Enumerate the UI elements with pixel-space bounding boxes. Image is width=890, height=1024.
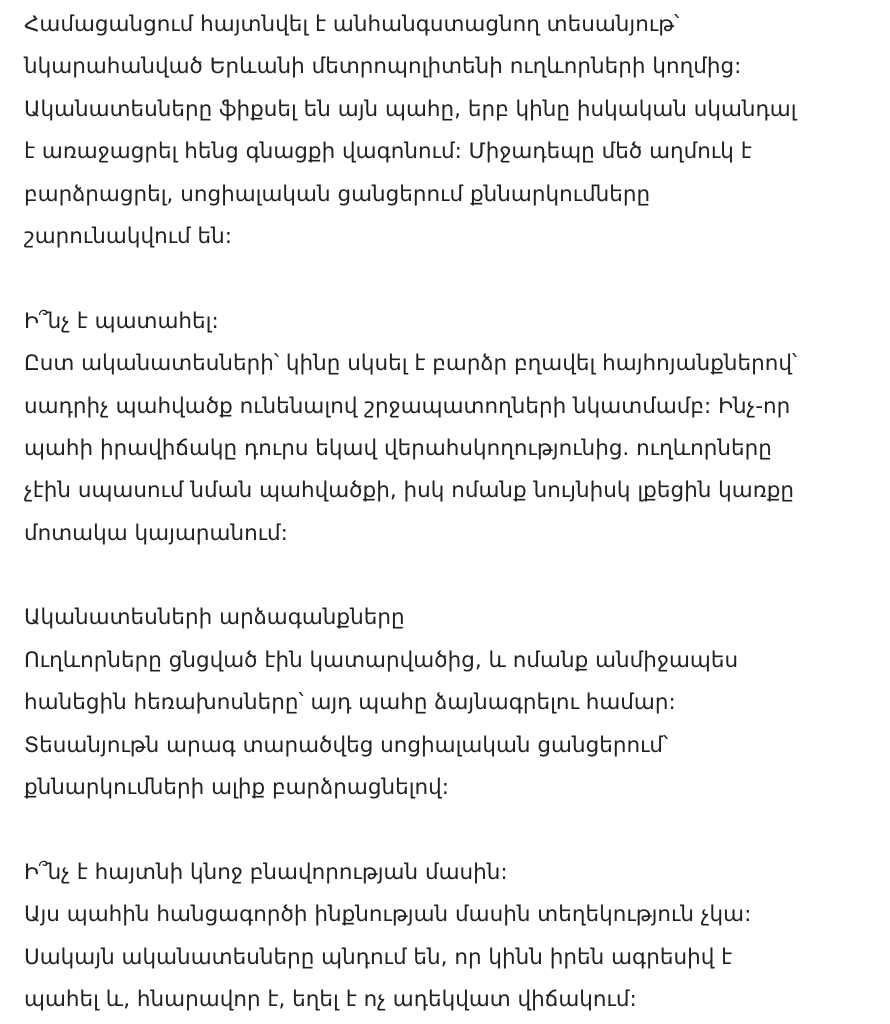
paragraph-line: պահել և, հնարավոր է, եղել է ոչ ադեկվատ վիճակում:	[24, 986, 637, 1012]
paragraph-line: Սակայն ականատեսները պնդում են, որ կինն իրեն ագրեսիվ է	[24, 944, 733, 970]
paragraph-line: Համացանցում հայտնվել է անհանգստացնող տեսանյութ՝	[24, 12, 680, 37]
section-heading: Ի՞նչ է պատահել:	[24, 308, 219, 334]
section-heading: Ականատեսների արձագանքները	[24, 605, 405, 631]
intro-paragraph	[24, 4, 880, 258]
reactions-section	[24, 597, 880, 809]
paragraph-line: է առաջացրել հենց գնացքի վագոնում: Միջադեպը մեծ աղմուկ է	[24, 139, 752, 165]
paragraph-line: պահի իրավիճակը դուրս եկավ վերահսկողությունից. ուղևորները	[24, 435, 772, 461]
paragraph-line: Տեսանյութն արագ տարածվեց սոցիալական ցանցերում՝	[24, 732, 669, 758]
paragraph-line: Այս պահին հանցագործի ինքնության մասին տեղեկություն չկա:	[24, 902, 752, 928]
paragraph-line: Ըստ ականատեսների՝ կինը սկսել է բարձր բղավել հայհոյանքներով՝	[24, 351, 798, 377]
paragraph-spacer	[24, 258, 880, 300]
paragraph-line: մոտակա կայարանում:	[24, 520, 288, 546]
paragraph-line: Ականատեսները ֆիքսել են այն պահը, երբ կինը իսկական սկանդալ	[24, 96, 797, 122]
paragraph-line: շարունակվում են:	[24, 223, 233, 249]
paragraph-line: նկարահանված Երևանի մետրոպոլիտենի ուղևորների կողմից:	[24, 54, 742, 80]
paragraph-line: սադրիչ պահվածք ունենալով շրջապատողների նկատմամբ: Ինչ-որ	[24, 393, 791, 419]
paragraph-line: հանեցին հեռախոսները՝ այդ պահը ձայնագրելու համար:	[24, 690, 676, 716]
paragraph-line: Ուղևորները ցնցված էին կատարվածից, և ոմանք անմիջապես	[24, 647, 739, 673]
paragraph-spacer	[24, 555, 880, 597]
paragraph-line: քննարկումների ալիք բարձրացնելով:	[24, 775, 450, 801]
paragraph-line: չէին սպասում նման պահվածքի, իսկ ոմանք նույնիսկ լքեցին կառքը	[24, 478, 795, 504]
what-happened-section	[24, 301, 880, 555]
paragraph-spacer	[24, 809, 880, 851]
paragraph-line: բարձրացրել, սոցիալական ցանցերում քննարկումները	[24, 181, 651, 207]
section-heading: Ի՞նչ է հայտնի կնոջ բնավորության մասին:	[24, 859, 508, 885]
about-woman-section	[24, 852, 880, 1022]
